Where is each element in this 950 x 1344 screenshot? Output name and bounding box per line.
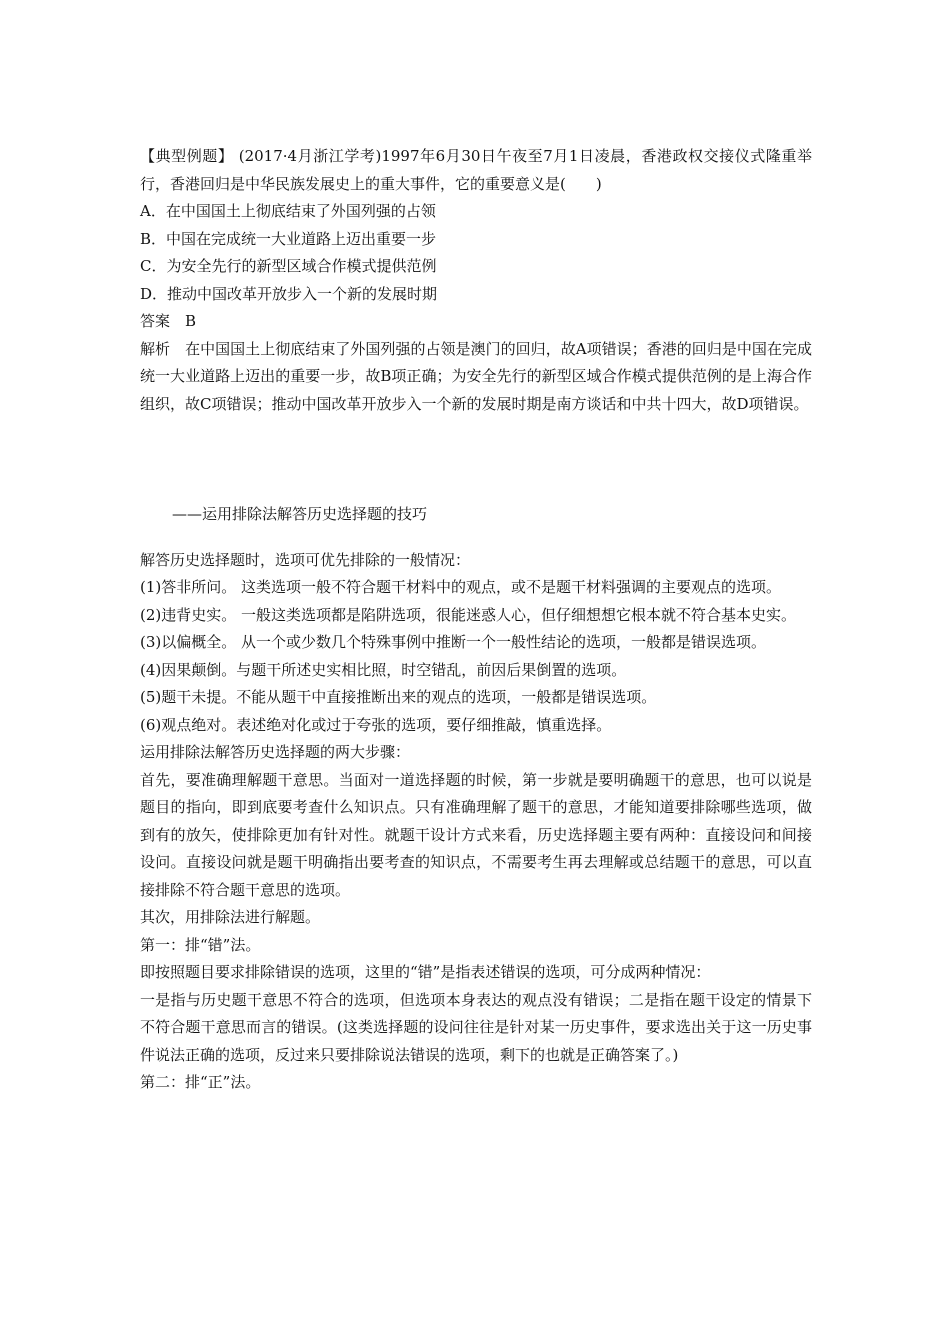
subtitle-gap: [140, 529, 812, 547]
case-4: (4)因果颠倒。与题干所述史实相比照，时空错乱，前因后果倒置的选项。: [140, 660, 627, 679]
option-c: C．为安全先行的新型区域合作模式提供范例: [140, 257, 437, 275]
case-1: (1)答非所问。 这类选项一般不符合题干材料中的观点，或不是题干材料强调的主要观点的选项。: [140, 578, 782, 596]
method-2-title: 第二：排“正”法。: [140, 1073, 261, 1091]
technique-subtitle: ——运用排除法解答历史选择题的技巧: [172, 505, 428, 523]
method-1-detail: 一是指与历史题干意思不符合的选项，但选项本身表达的观点没有错误；二是指在题干设定的情景下不符合题干意思而言的错误。(这类选择题的设问往往是针对某一历史事件，要求选出关于这一历史事件说法正确的选项，反过来只要排除说法错误的选项，剩下的也就是正确答案了。): [140, 990, 812, 1064]
case-6: (6)观点绝对。表述绝对化或过于夸张的选项，要仔细推敲，慎重选择。: [140, 715, 612, 734]
technique-intro: 解答历史选择题时，选项可优先排除的一般情况：: [140, 550, 471, 569]
technique-section: [140, 501, 812, 1097]
case-3: (3)以偏概全。 从一个或少数几个特殊事例中推断一个一般性结论的选项，一般都是错误选项。: [140, 633, 767, 651]
option-a: A．在中国国土上彻底结束了外国列强的占领: [140, 202, 436, 220]
document-body: [140, 143, 812, 1097]
step-2: 其次，用排除法进行解题。: [140, 908, 321, 926]
option-d: D．推动中国改革开放步入一个新的发展时期: [140, 284, 438, 303]
answer: 答案 B: [140, 312, 197, 330]
step-1: 首先，要准确理解题干意思。当面对一道选择题的时候，第一步就是要明确题干的意思，也可以说是题目的指向，即到底要考查什么知识点。只有准确理解了题干的意思，才能知道要排除哪些选项，做到有的放矢，使排除更加有针对性。就题干设计方式来看，历史选择题主要有两种：直接设问和间接设问。直接设问就是题干明确指出要考查的知识点，不需要考生再去理解或总结题干的意思，可以直接排除不符合题干意思的选项。: [140, 770, 812, 899]
method-1-title: 第一：排“错”法。: [140, 935, 261, 954]
case-2: (2)违背史实。 一般这类选项都是陷阱选项，很能迷惑人心，但仔细想想它根本就不符合基本史实。: [140, 605, 797, 624]
option-b: B．中国在完成统一大业道路上迈出重要一步: [140, 229, 437, 248]
section-gap: [140, 418, 812, 501]
method-1-desc: 即按照题目要求排除错误的选项，这里的“错”是指表述错误的选项，可分成两种情况：: [140, 963, 711, 981]
example-section: [140, 143, 812, 418]
example-stem: 【典型例题】 (2017·4月浙江学考)1997年6月30日午夜至7月1日凌晨，香港政权交接仪式隆重举行，香港回归是中华民族发展史上的重大事件，它的重要意义是( ): [140, 147, 812, 193]
analysis: 解析 在中国国土上彻底结束了外国列强的占领是澳门的回归，故A项错误；香港的回归是中国在完成统一大业道路上迈出的重要一步，故B项正确；为安全先行的新型区域合作模式提供范例的是上海合作组织，故C项错误；推动中国改革开放步入一个新的发展时期是南方谈话和中共十四大，故D项错误。: [140, 339, 812, 413]
case-5: (5)题干未提。不能从题干中直接推断出来的观点的选项，一般都是错误选项。: [140, 688, 657, 706]
steps-heading: 运用排除法解答历史选择题的两大步骤：: [140, 743, 411, 761]
